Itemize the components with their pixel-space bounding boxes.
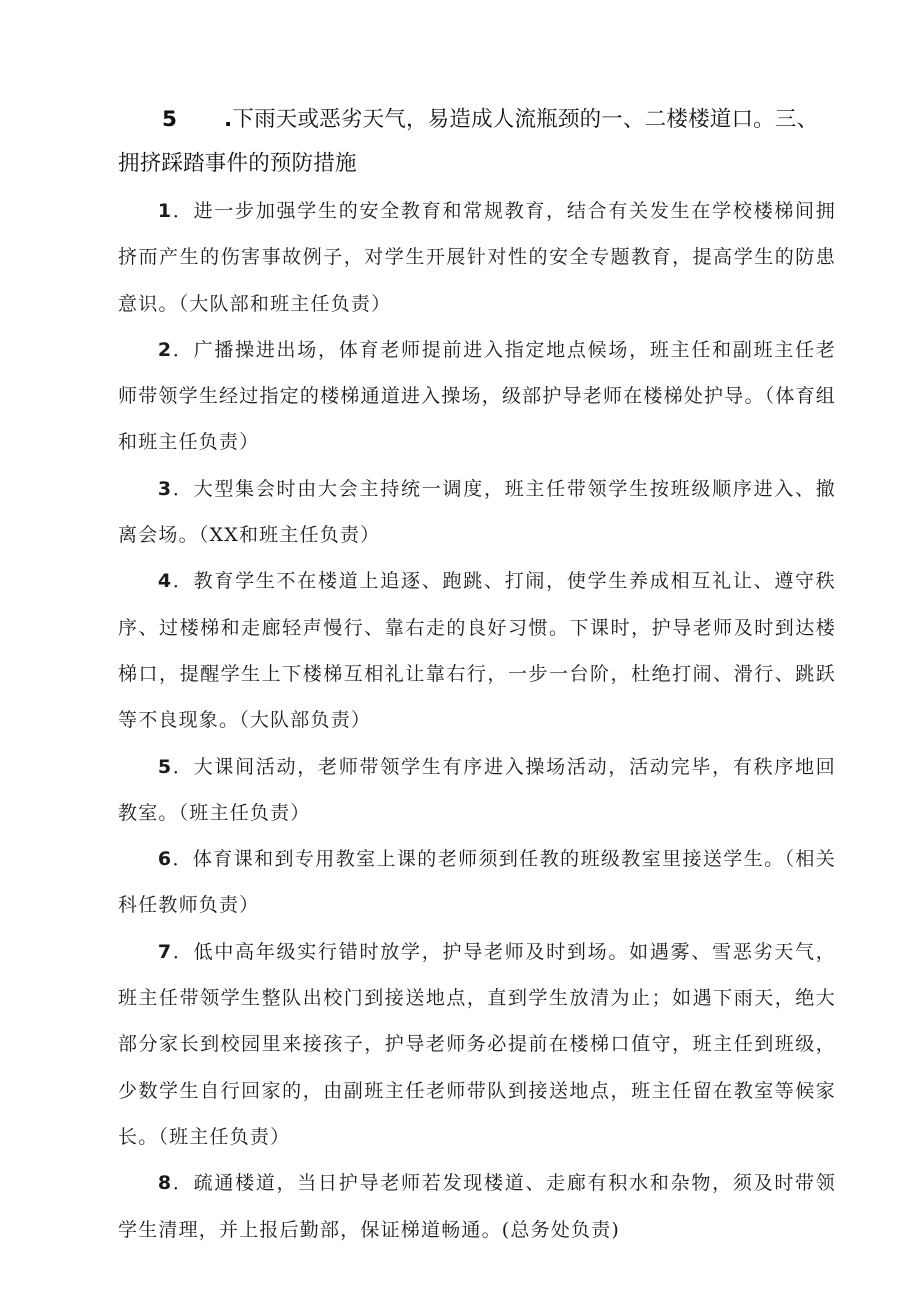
paragraph-5 — [118, 744, 836, 837]
paragraph-number: 6 — [157, 848, 173, 871]
paragraph-8 — [118, 1160, 836, 1253]
heading-line-1: 下雨天或恶劣天气，易造成人流瓶颈的一、二楼楼道口。三、 — [232, 107, 819, 132]
heading-number: 5 — [162, 107, 178, 132]
paragraph-number: 3 — [157, 477, 173, 500]
paragraph-6 — [118, 836, 836, 929]
paragraph-text: ．广播操进出场，体育老师提前进入指定地点候场，班主任和副班主任老师带领学生经过指定的楼梯通道进入操场，级部护导老师在楼梯处护导。（体育组和班主任负责） — [118, 338, 836, 454]
paragraph-text: ．大课间活动，老师带领学生有序进入操场活动，活动完毕，有秩序地回教室。（班主任负责） — [118, 755, 836, 824]
paragraph-number: 7 — [157, 940, 173, 963]
paragraph-text: ．低中高年级实行错时放学，护导老师及时到场。如遇雾、雪恶劣天气，班主任带领学生整队出校门到接送地点，直到学生放清为止；如遇下雨天，绝大部分家长到校园里来接孩子，护导老师务必提前在楼梯口值守，班主任到班级，少数学生自行回家的，由副班主任老师带队到接送地点，班主任留在教室等候家长。（班主任负责） — [118, 940, 836, 1148]
heading-dot: . — [224, 107, 233, 132]
paragraph-1 — [118, 188, 836, 327]
paragraph-text: ．进一步加强学生的安全教育和常规教育，结合有关发生在学校楼梯间拥挤而产生的伤害事故例子，对学生开展针对性的安全专题教育，提高学生的防患意识。（大队部和班主任负责） — [118, 200, 836, 315]
document-body — [118, 188, 836, 1253]
paragraph-text: ．疏通楼道，当日护导老师若发现楼道、走廊有积水和杂物，须及时带领学生清理，并上报后勤部，保证梯道畅通。(总务处负责) — [118, 1172, 836, 1241]
paragraph-number: 1 — [157, 200, 173, 222]
paragraph-number: 4 — [157, 570, 173, 593]
paragraph-4 — [118, 558, 836, 743]
paragraph-text: ．教育学生不在楼道上追逐、跑跳、打闹，使学生养成相互礼让、遵守秩序、过楼梯和走廊轻声慢行、靠右走的良好习惯。下课时，护导老师及时到达楼梯口，提醒学生上下楼梯互相礼让靠右行，一步一台阶，杜绝打闹、滑行、跳跃等不良现象。（大队部负责） — [118, 570, 836, 732]
paragraph-number: 8 — [157, 1172, 173, 1195]
paragraph-2 — [118, 327, 836, 466]
paragraph-3 — [118, 466, 836, 559]
paragraph-text: ．体育课和到专用教室上课的老师须到任教的班级教室里接送学生。（相关科任教师负责） — [118, 848, 836, 917]
section-heading — [118, 98, 858, 186]
heading-line-2: 拥挤踩踏事件的预防措施 — [118, 151, 357, 176]
paragraph-number: 5 — [157, 755, 173, 778]
paragraph-number: 2 — [157, 338, 173, 361]
paragraph-text: ．大型集会时由大会主持统一调度，班主任带领学生按班级顺序进入、撤离会场。（XX和班主任负责） — [118, 477, 836, 547]
paragraph-7 — [118, 929, 836, 1160]
